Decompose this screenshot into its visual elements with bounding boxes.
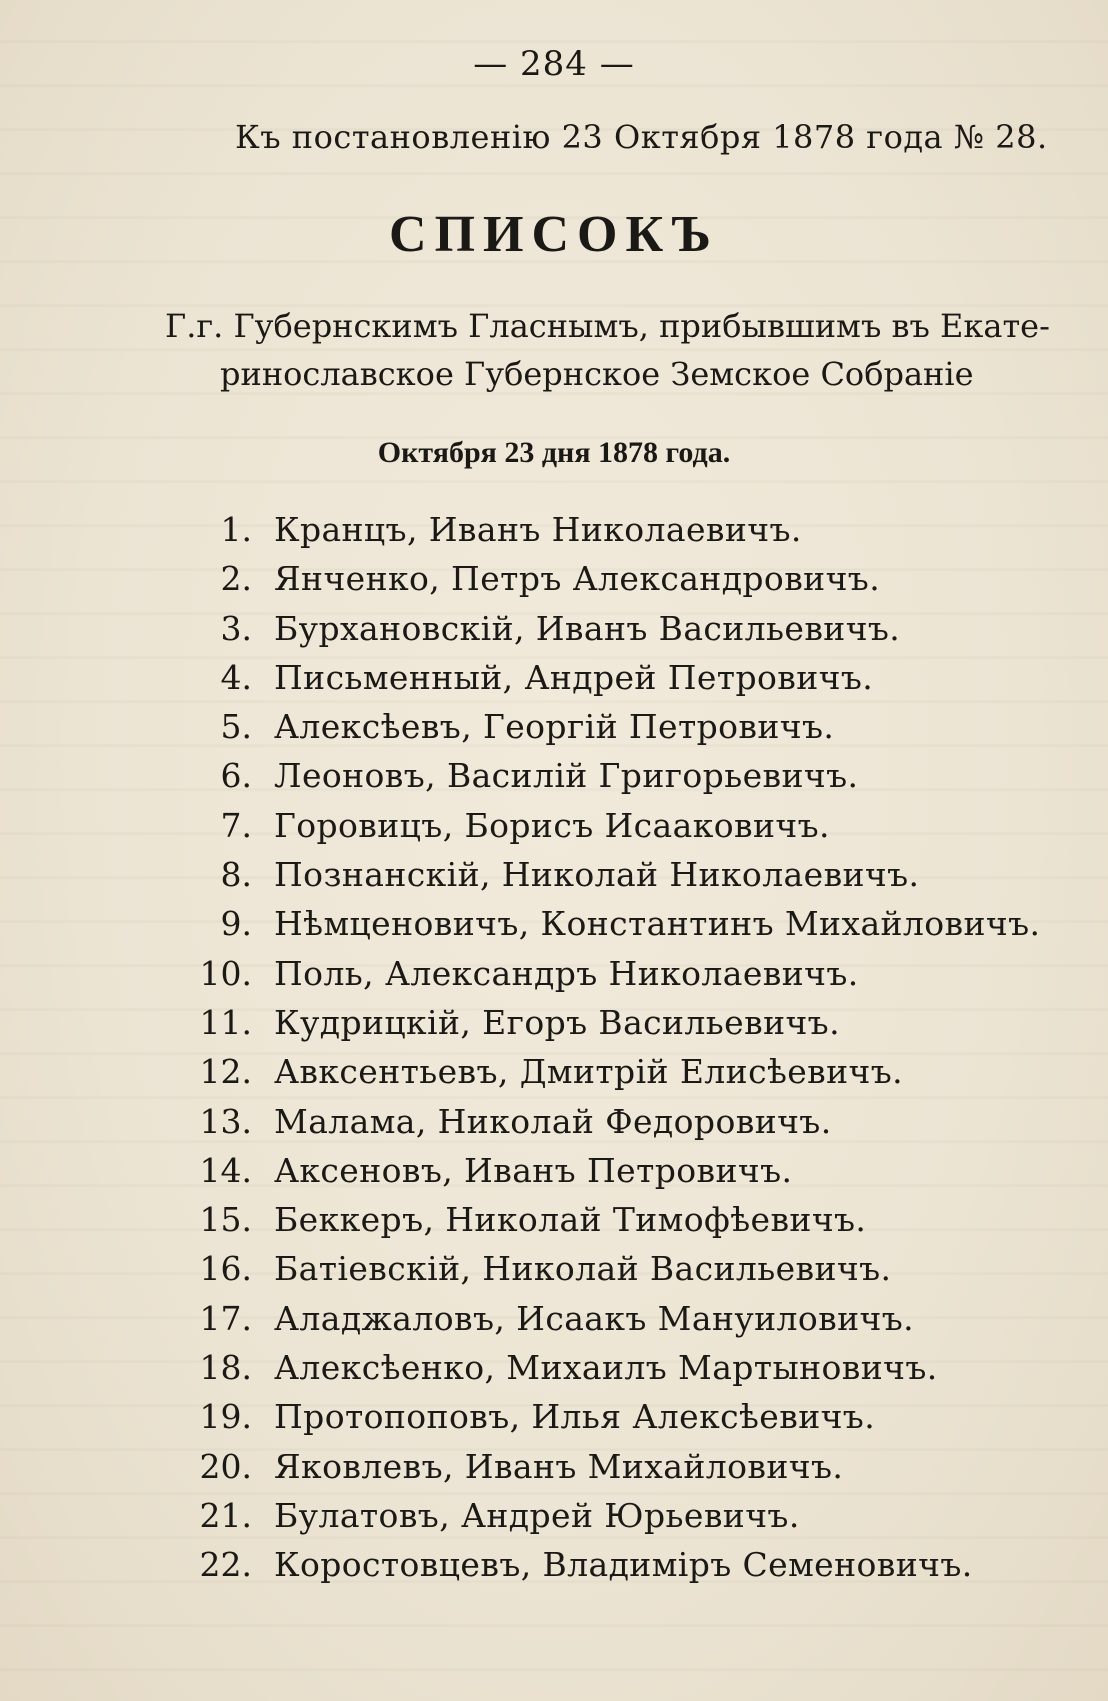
list-item-name: Кранцъ, Иванъ Николаевичъ. <box>274 510 802 549</box>
list-item-name: Леоновъ, Василій Григорьевичъ. <box>274 756 859 796</box>
list-item-number: 6. <box>220 756 252 796</box>
subtitle-line-2: ринославское Губернское Земское Собраніе <box>220 355 974 393</box>
list-item-number: 16. <box>199 1249 252 1289</box>
list-item-number: 2. <box>220 559 252 599</box>
list-item-name: Янченко, Петръ Александровичъ. <box>274 559 881 599</box>
list-item-name: Горовицъ, Борисъ Исааковичъ. <box>274 805 830 845</box>
list-item-name: Бурхановскій, Иванъ Васильевичъ. <box>274 608 901 648</box>
subtitle-line-1: Г.г. Губернскимъ Гласнымъ, прибывшимъ въ Екате- <box>165 307 1050 345</box>
list-item-number: 4. <box>220 657 252 697</box>
list-item-name: Коростовцевъ, Владиміръ Семеновичъ. <box>274 1545 973 1585</box>
list-item-name: Малама, Николай Федоровичъ. <box>274 1101 832 1141</box>
list-item-number: 14. <box>199 1150 252 1190</box>
list-item <box>180 1151 1060 1200</box>
list-item-name: Кудрицкій, Егоръ Васильевичъ. <box>274 1002 840 1042</box>
list-item-number: 13. <box>199 1101 252 1141</box>
list-item-name: Протопоповъ, Илья Алексѣевичъ. <box>274 1397 876 1437</box>
list-item-number: 7. <box>220 805 252 845</box>
list-item <box>180 1102 1060 1151</box>
page-title: СПИСОКЪ <box>389 206 719 263</box>
list-item-name: Беккеръ, Николай Тимофѣевичъ. <box>274 1200 867 1240</box>
list-item-name: Алексѣенко, Михаилъ Мартыновичъ. <box>274 1348 938 1388</box>
list-item <box>180 806 1060 855</box>
list-item <box>180 1249 1060 1298</box>
list-item-name: Алексѣевъ, Георгій Петровичъ. <box>274 707 835 747</box>
list-item <box>180 1299 1060 1348</box>
list-item-name: Нѣмценовичъ, Константинъ Михайловичъ. <box>274 904 1041 944</box>
list-item-number: 9. <box>220 904 252 944</box>
list-item <box>180 707 1060 756</box>
list-item-name: Познанскій, Николай Николаевичъ. <box>274 855 920 895</box>
list-item <box>180 1052 1060 1101</box>
list-item-number: 1. <box>220 510 252 549</box>
list-item-number: 15. <box>199 1200 252 1240</box>
list-item-number: 19. <box>199 1397 252 1437</box>
list-item-name: Батіевскій, Николай Васильевичъ. <box>274 1249 892 1289</box>
list-item <box>180 855 1060 904</box>
list-item-number: 8. <box>220 855 252 895</box>
list-item <box>180 1496 1060 1545</box>
list-item <box>180 1200 1060 1249</box>
list-item-name: Аладжаловъ, Исаакъ Мануиловичъ. <box>274 1298 915 1338</box>
list-item <box>180 1348 1060 1397</box>
list-item <box>180 756 1060 805</box>
date-heading: Октября 23 дня 1878 года. <box>377 436 731 469</box>
list-item-number: 5. <box>220 707 252 747</box>
list-item-name: Аксеновъ, Иванъ Петровичъ. <box>274 1150 793 1190</box>
list-item-number: 21. <box>199 1495 252 1535</box>
list-item-number: 11. <box>199 1002 252 1042</box>
list-subtitle <box>165 302 1085 398</box>
list-item <box>180 609 1060 658</box>
list-item-name: Поль, Александръ Николаевичъ. <box>274 953 859 993</box>
list-item <box>180 1447 1060 1496</box>
list-item <box>180 1397 1060 1446</box>
list-item <box>180 1003 1060 1052</box>
list-item-number: 17. <box>199 1298 252 1338</box>
list-item <box>180 658 1060 707</box>
list-item-number: 22. <box>199 1545 252 1585</box>
list-item-number: 10. <box>199 953 252 993</box>
list-item <box>180 954 1060 1003</box>
member-list <box>180 510 1060 1595</box>
list-item-number: 12. <box>199 1052 252 1092</box>
list-item-name: Письменный, Андрей Петровичъ. <box>274 657 874 697</box>
list-item-name: Авксентьевъ, Дмитрій Елисѣевичъ. <box>274 1052 904 1092</box>
list-item <box>180 904 1060 953</box>
list-item <box>180 559 1060 608</box>
page-number: — 284 — <box>473 44 635 84</box>
list-item-name: Яковлевъ, Иванъ Михайловичъ. <box>274 1446 844 1486</box>
list-item-number: 20. <box>199 1446 252 1486</box>
list-item-number: 18. <box>199 1348 252 1388</box>
list-item <box>180 1545 1060 1594</box>
resolution-reference: Къ постановленію 23 Октября 1878 года № 28. <box>235 118 1048 156</box>
list-item-number: 3. <box>220 608 252 648</box>
list-item <box>180 510 1060 559</box>
list-item-name: Булатовъ, Андрей Юрьевичъ. <box>274 1495 800 1535</box>
